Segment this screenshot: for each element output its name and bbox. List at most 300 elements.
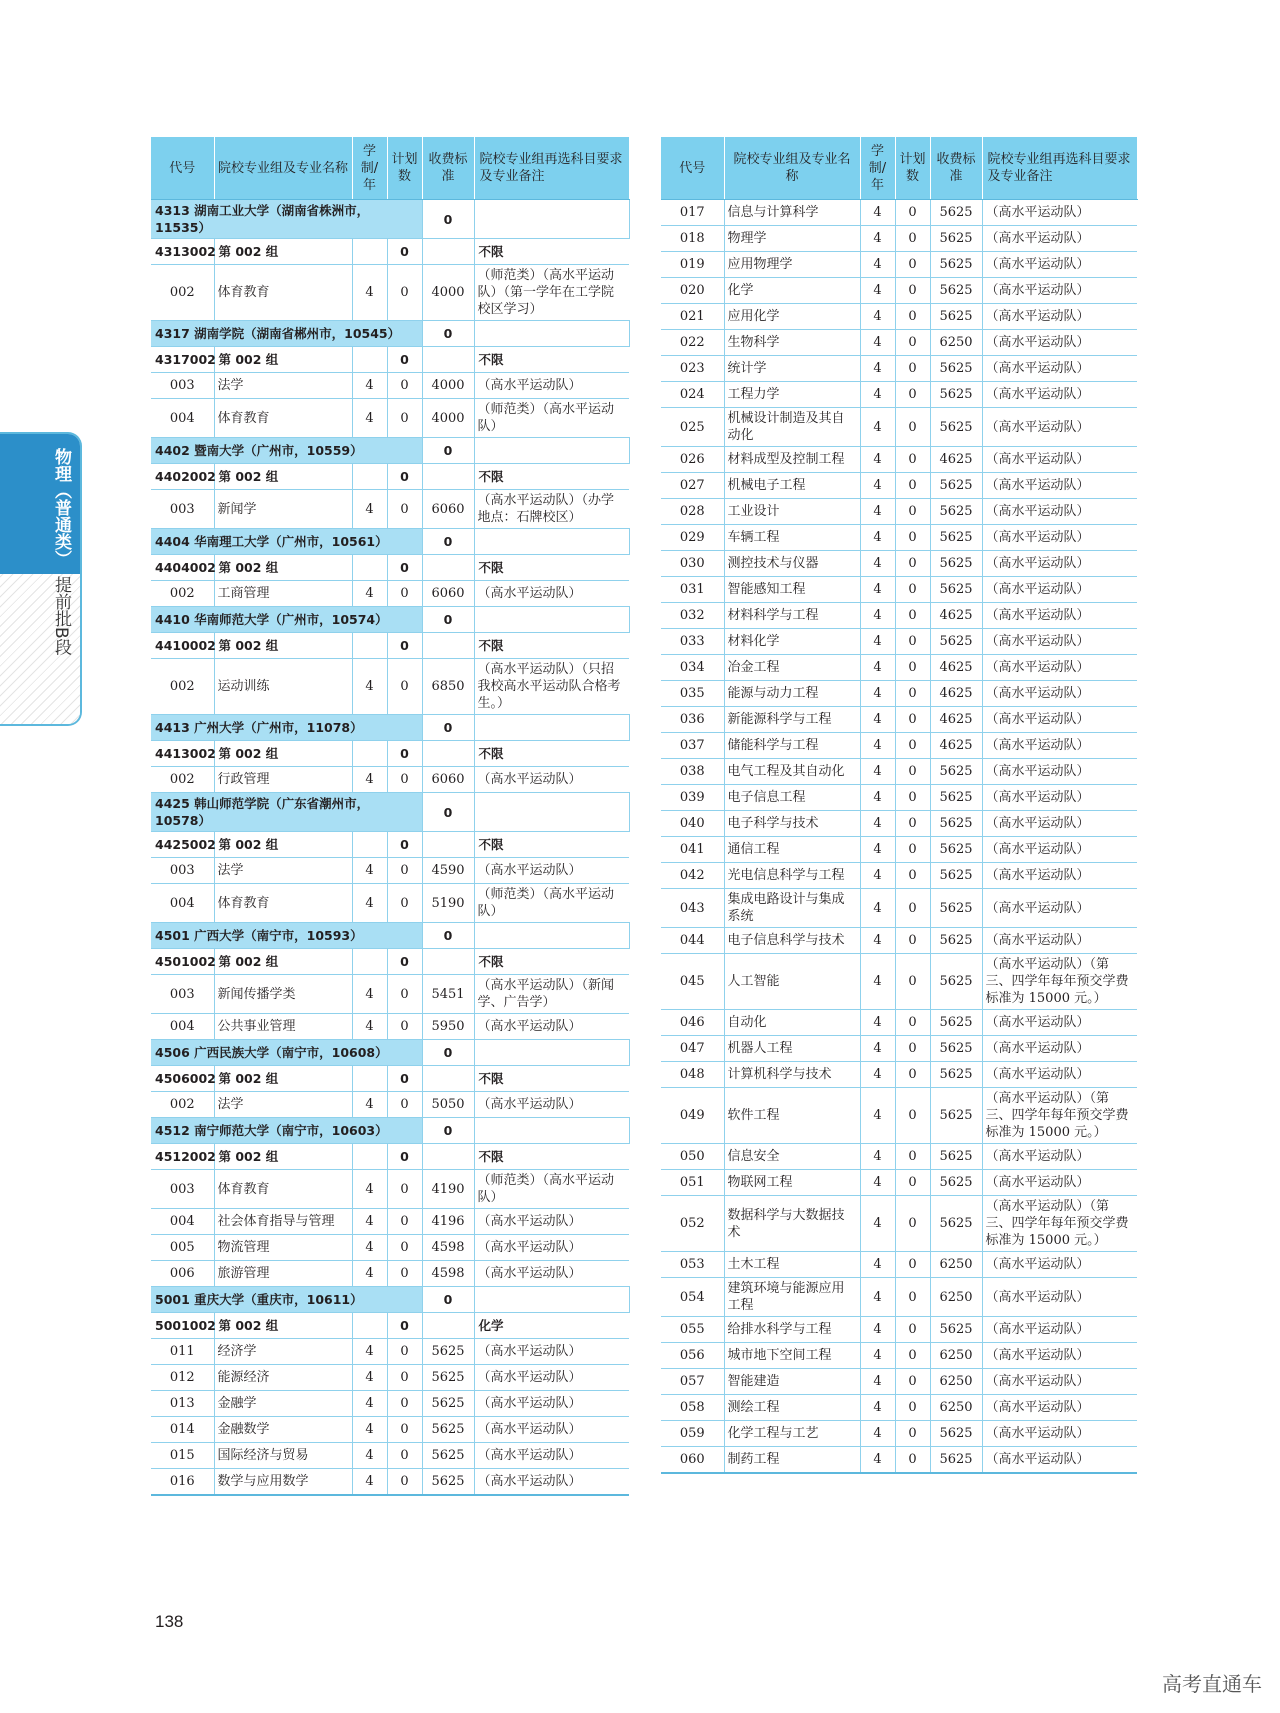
fee-cell: 4196 — [422, 1209, 474, 1235]
plan-count: 0 — [895, 1170, 930, 1196]
years-cell: 4 — [352, 1209, 387, 1235]
years-cell: 4 — [860, 304, 895, 330]
plan-count: 0 — [895, 1062, 930, 1088]
plan-count: 0 — [387, 832, 422, 858]
plan-count: 0 — [387, 555, 422, 581]
major-row — [661, 473, 1137, 499]
major-name: 国际经济与贸易 — [214, 1443, 352, 1469]
major-row — [151, 399, 629, 438]
fee-cell — [422, 347, 474, 373]
major-code: 044 — [661, 928, 724, 954]
major-code: 020 — [661, 278, 724, 304]
major-row — [661, 1395, 1137, 1421]
group-name: 第 002 组 — [214, 1144, 352, 1170]
major-name: 智能感知工程 — [724, 577, 860, 603]
years-cell: 4 — [352, 858, 387, 884]
years-cell — [352, 1066, 387, 1092]
major-row — [661, 330, 1137, 356]
years-cell: 4 — [352, 1170, 387, 1209]
years-cell: 4 — [352, 490, 387, 529]
major-name: 测控技术与仪器 — [724, 551, 860, 577]
header-notes: 院校专业组再选科目要求及专业备注 — [982, 137, 1137, 200]
years-cell: 4 — [352, 1261, 387, 1287]
note-cell: （高水平运动队） — [982, 928, 1137, 954]
note-cell: （高水平运动队） — [474, 1261, 629, 1287]
years-cell: 4 — [860, 889, 895, 928]
major-code: 043 — [661, 889, 724, 928]
group-name: 第 002 组 — [214, 555, 352, 581]
fee-cell — [474, 1040, 629, 1066]
note-cell: （高水平运动队） — [474, 1235, 629, 1261]
note-cell: （高水平运动队）（只招我校高水平运动队合格考生。） — [474, 659, 629, 715]
note-cell: （高水平运动队） — [982, 707, 1137, 733]
major-name: 新闻传播学类 — [214, 975, 352, 1014]
years-cell: 4 — [860, 577, 895, 603]
plan-count: 0 — [895, 304, 930, 330]
major-name: 集成电路设计与集成系统 — [724, 889, 860, 928]
major-row — [151, 659, 629, 715]
plan-count: 0 — [387, 373, 422, 399]
years-cell: 4 — [352, 884, 387, 923]
group-row — [151, 555, 629, 581]
major-code: 003 — [151, 975, 214, 1014]
major-name: 金融学 — [214, 1391, 352, 1417]
major-code: 004 — [151, 1014, 214, 1040]
years-cell: 4 — [860, 226, 895, 252]
major-row — [151, 1443, 629, 1469]
note-cell: （高水平运动队） — [982, 681, 1137, 707]
years-cell — [352, 741, 387, 767]
note-cell: （高水平运动队）（第三、四学年每年预交学费标准为 15000 元。） — [982, 1196, 1137, 1252]
years-cell: 4 — [860, 954, 895, 1010]
major-name: 物理学 — [724, 226, 860, 252]
note-cell: （高水平运动队） — [474, 1209, 629, 1235]
plan-count: 0 — [895, 473, 930, 499]
major-row — [151, 975, 629, 1014]
major-code: 003 — [151, 1170, 214, 1209]
major-code: 029 — [661, 525, 724, 551]
years-cell: 4 — [352, 975, 387, 1014]
university-row — [151, 321, 629, 347]
major-code: 047 — [661, 1036, 724, 1062]
major-name: 经济学 — [214, 1339, 352, 1365]
years-cell: 4 — [860, 408, 895, 447]
plan-count: 0 — [422, 715, 474, 741]
major-row — [661, 1369, 1137, 1395]
years-cell: 4 — [860, 655, 895, 681]
major-row — [661, 1088, 1137, 1144]
plan-count: 0 — [895, 525, 930, 551]
years-cell — [352, 832, 387, 858]
fee-cell: 5625 — [930, 1317, 982, 1343]
years-cell: 4 — [860, 1343, 895, 1369]
subject-requirement: 不限 — [474, 1144, 629, 1170]
major-code: 011 — [151, 1339, 214, 1365]
years-cell: 4 — [860, 1369, 895, 1395]
fee-cell — [422, 464, 474, 490]
fee-cell — [422, 1313, 474, 1339]
fee-cell: 5625 — [930, 499, 982, 525]
major-row — [661, 681, 1137, 707]
subject-requirement: 不限 — [474, 464, 629, 490]
plan-count: 0 — [895, 928, 930, 954]
plan-count: 0 — [422, 923, 474, 949]
university-name: 4512 南宁师范大学（南宁市，10603） — [151, 1118, 422, 1144]
header-notes: 院校专业组再选科目要求及专业备注 — [474, 137, 629, 200]
major-code: 034 — [661, 655, 724, 681]
university-name: 4313 湖南工业大学（湖南省株洲市，11535） — [151, 200, 422, 239]
plan-count: 0 — [895, 1395, 930, 1421]
note-cell: （高水平运动队）（办学地点：石牌校区） — [474, 490, 629, 529]
note-cell: （高水平运动队） — [474, 767, 629, 793]
note-cell: （高水平运动队） — [982, 226, 1137, 252]
plan-count: 0 — [895, 1421, 930, 1447]
plan-count: 0 — [895, 499, 930, 525]
university-name: 4404 华南理工大学（广州市，10561） — [151, 529, 422, 555]
fee-cell: 5625 — [930, 551, 982, 577]
major-name: 测绘工程 — [724, 1395, 860, 1421]
plan-count: 0 — [895, 759, 930, 785]
group-code: 4410002 — [151, 633, 214, 659]
group-code: 4317002 — [151, 347, 214, 373]
note-cell: （高水平运动队） — [982, 1252, 1137, 1278]
note-cell: （高水平运动队） — [982, 603, 1137, 629]
fee-cell: 5625 — [930, 629, 982, 655]
major-code: 004 — [151, 1209, 214, 1235]
plan-count: 0 — [387, 659, 422, 715]
major-row — [661, 733, 1137, 759]
plan-count: 0 — [895, 1088, 930, 1144]
major-code: 035 — [661, 681, 724, 707]
major-code: 015 — [151, 1443, 214, 1469]
major-name: 生物科学 — [724, 330, 860, 356]
fee-cell — [474, 923, 629, 949]
side-tab-category: 物理（普通类） — [51, 448, 71, 567]
major-code: 039 — [661, 785, 724, 811]
fee-cell: 5625 — [422, 1391, 474, 1417]
years-cell: 4 — [352, 373, 387, 399]
plan-count: 0 — [387, 265, 422, 321]
group-row — [151, 949, 629, 975]
note-cell: （高水平运动队） — [982, 1395, 1137, 1421]
major-name: 给排水科学与工程 — [724, 1317, 860, 1343]
group-row — [151, 633, 629, 659]
major-name: 建筑环境与能源应用工程 — [724, 1278, 860, 1317]
fee-cell: 5625 — [930, 200, 982, 226]
plan-count: 0 — [895, 1196, 930, 1252]
plan-count: 0 — [895, 1343, 930, 1369]
fee-cell: 5625 — [930, 1088, 982, 1144]
plan-count: 0 — [895, 1252, 930, 1278]
major-name: 社会体育指导与管理 — [214, 1209, 352, 1235]
plan-count: 0 — [895, 200, 930, 226]
major-name: 物流管理 — [214, 1235, 352, 1261]
fee-cell: 5625 — [930, 1170, 982, 1196]
subject-requirement: 不限 — [474, 949, 629, 975]
group-row — [151, 832, 629, 858]
major-code: 028 — [661, 499, 724, 525]
header-name: 院校专业组及专业名称 — [724, 137, 860, 200]
plan-count: 0 — [387, 1313, 422, 1339]
fee-cell — [422, 741, 474, 767]
years-cell: 4 — [860, 837, 895, 863]
fee-cell — [474, 793, 629, 832]
fee-cell — [422, 949, 474, 975]
major-row — [151, 581, 629, 607]
major-code: 049 — [661, 1088, 724, 1144]
plan-count: 0 — [387, 1170, 422, 1209]
major-code: 022 — [661, 330, 724, 356]
group-row — [151, 1066, 629, 1092]
fee-cell: 5625 — [930, 382, 982, 408]
years-cell: 4 — [860, 1088, 895, 1144]
note-cell: （高水平运动队） — [982, 1447, 1137, 1474]
major-code: 018 — [661, 226, 724, 252]
major-code: 004 — [151, 884, 214, 923]
major-code: 003 — [151, 490, 214, 529]
major-code: 052 — [661, 1196, 724, 1252]
admissions-table-right — [661, 137, 1138, 1474]
header-code: 代号 — [661, 137, 724, 200]
plan-count: 0 — [422, 1287, 474, 1313]
years-cell: 4 — [860, 551, 895, 577]
years-cell: 4 — [860, 733, 895, 759]
note-cell: （高水平运动队） — [982, 1369, 1137, 1395]
years-cell: 4 — [352, 1469, 387, 1496]
note-cell: （高水平运动队） — [474, 1365, 629, 1391]
fee-cell — [422, 1144, 474, 1170]
major-code: 055 — [661, 1317, 724, 1343]
header-years: 学制/年 — [860, 137, 895, 200]
plan-count: 0 — [387, 347, 422, 373]
plan-count: 0 — [387, 1443, 422, 1469]
fee-cell: 4625 — [930, 681, 982, 707]
plan-count: 0 — [895, 356, 930, 382]
years-cell: 4 — [860, 278, 895, 304]
major-code: 031 — [661, 577, 724, 603]
note-cell: （高水平运动队）（第三、四学年每年预交学费标准为 15000 元。） — [982, 1088, 1137, 1144]
major-name: 旅游管理 — [214, 1261, 352, 1287]
fee-cell: 6850 — [422, 659, 474, 715]
plan-count: 0 — [895, 629, 930, 655]
major-row — [661, 1010, 1137, 1036]
note-cell: （师范类）（高水平运动队） — [474, 399, 629, 438]
major-code: 030 — [661, 551, 724, 577]
years-cell: 4 — [860, 1010, 895, 1036]
years-cell: 4 — [352, 1391, 387, 1417]
major-name: 光电信息科学与工程 — [724, 863, 860, 889]
major-row — [661, 1343, 1137, 1369]
fee-cell: 4625 — [930, 733, 982, 759]
major-name: 新闻学 — [214, 490, 352, 529]
subject-requirement: 不限 — [474, 1066, 629, 1092]
note-cell: （高水平运动队） — [982, 1036, 1137, 1062]
major-row — [661, 1170, 1137, 1196]
side-tab — [0, 432, 82, 726]
major-row — [661, 928, 1137, 954]
group-name: 第 002 组 — [214, 464, 352, 490]
plan-count: 0 — [895, 603, 930, 629]
years-cell: 4 — [860, 200, 895, 226]
fee-cell — [474, 321, 629, 347]
plan-count: 0 — [895, 707, 930, 733]
note-cell: （高水平运动队） — [982, 525, 1137, 551]
major-name: 材料化学 — [724, 629, 860, 655]
fee-cell: 6060 — [422, 490, 474, 529]
major-row — [661, 278, 1137, 304]
major-code: 038 — [661, 759, 724, 785]
group-name: 第 002 组 — [214, 239, 352, 265]
years-cell: 4 — [860, 863, 895, 889]
fee-cell: 4000 — [422, 373, 474, 399]
fee-cell — [422, 832, 474, 858]
years-cell: 4 — [352, 581, 387, 607]
major-row — [151, 1170, 629, 1209]
major-name: 机械电子工程 — [724, 473, 860, 499]
fee-cell: 5050 — [422, 1092, 474, 1118]
major-row — [661, 304, 1137, 330]
plan-count: 0 — [895, 408, 930, 447]
years-cell: 4 — [860, 473, 895, 499]
note-cell: （高水平运动队） — [982, 304, 1137, 330]
major-code: 026 — [661, 447, 724, 473]
major-name: 新能源科学与工程 — [724, 707, 860, 733]
note-cell: （高水平运动队） — [982, 473, 1137, 499]
plan-count: 0 — [895, 681, 930, 707]
major-code: 060 — [661, 1447, 724, 1474]
major-row — [661, 707, 1137, 733]
major-code: 051 — [661, 1170, 724, 1196]
fee-cell — [422, 555, 474, 581]
major-name: 计算机科学与技术 — [724, 1062, 860, 1088]
note-cell: （高水平运动队）（新闻学、广告学） — [474, 975, 629, 1014]
major-row — [151, 767, 629, 793]
plan-count: 0 — [387, 399, 422, 438]
major-row — [151, 1391, 629, 1417]
years-cell — [352, 1313, 387, 1339]
major-name: 体育教育 — [214, 265, 352, 321]
fee-cell: 5451 — [422, 975, 474, 1014]
fee-cell: 4625 — [930, 447, 982, 473]
group-row — [151, 1144, 629, 1170]
fee-cell: 4590 — [422, 858, 474, 884]
note-cell: （高水平运动队）（第三、四学年每年预交学费标准为 15000 元。） — [982, 954, 1137, 1010]
major-name: 数据科学与大数据技术 — [724, 1196, 860, 1252]
plan-count: 0 — [387, 490, 422, 529]
note-cell: （高水平运动队） — [474, 1391, 629, 1417]
major-row — [661, 837, 1137, 863]
note-cell: （高水平运动队） — [982, 551, 1137, 577]
years-cell: 4 — [860, 252, 895, 278]
group-code: 4413002 — [151, 741, 214, 767]
major-row — [661, 382, 1137, 408]
major-code: 048 — [661, 1062, 724, 1088]
fee-cell: 5625 — [930, 889, 982, 928]
note-cell: （高水平运动队） — [982, 837, 1137, 863]
major-row — [661, 252, 1137, 278]
major-row — [661, 889, 1137, 928]
years-cell: 4 — [860, 356, 895, 382]
note-cell: （高水平运动队） — [982, 278, 1137, 304]
group-row — [151, 239, 629, 265]
years-cell: 4 — [860, 759, 895, 785]
plan-count: 0 — [387, 464, 422, 490]
plan-count: 0 — [895, 330, 930, 356]
major-name: 体育教育 — [214, 1170, 352, 1209]
plan-count: 0 — [422, 529, 474, 555]
plan-count: 0 — [387, 858, 422, 884]
fee-cell — [474, 715, 629, 741]
note-cell: （高水平运动队） — [474, 1092, 629, 1118]
university-name: 4402 暨南大学（广州市，10559） — [151, 438, 422, 464]
major-code: 024 — [661, 382, 724, 408]
major-row — [661, 1252, 1137, 1278]
fee-cell — [474, 1118, 629, 1144]
years-cell: 4 — [860, 330, 895, 356]
plan-count: 0 — [387, 1261, 422, 1287]
major-name: 土木工程 — [724, 1252, 860, 1278]
note-cell: （高水平运动队） — [982, 655, 1137, 681]
major-row — [151, 1365, 629, 1391]
university-name: 4425 韩山师范学院（广东省潮州市，10578） — [151, 793, 422, 832]
fee-cell: 5625 — [422, 1417, 474, 1443]
subject-requirement: 不限 — [474, 832, 629, 858]
fee-cell: 5625 — [930, 837, 982, 863]
major-code: 021 — [661, 304, 724, 330]
years-cell: 4 — [352, 1443, 387, 1469]
fee-cell: 5625 — [930, 577, 982, 603]
major-row — [661, 811, 1137, 837]
major-row — [661, 1144, 1137, 1170]
plan-count: 0 — [387, 1391, 422, 1417]
plan-count: 0 — [895, 226, 930, 252]
major-row — [661, 200, 1137, 226]
fee-cell: 5625 — [930, 473, 982, 499]
major-name: 冶金工程 — [724, 655, 860, 681]
subject-requirement: 不限 — [474, 239, 629, 265]
subject-requirement: 不限 — [474, 741, 629, 767]
note-cell: （高水平运动队） — [982, 499, 1137, 525]
major-name: 电子科学与技术 — [724, 811, 860, 837]
major-name: 人工智能 — [724, 954, 860, 1010]
plan-count: 0 — [895, 1144, 930, 1170]
major-row — [661, 629, 1137, 655]
plan-count: 0 — [387, 1365, 422, 1391]
major-name: 材料科学与工程 — [724, 603, 860, 629]
major-code: 036 — [661, 707, 724, 733]
plan-count: 0 — [387, 1469, 422, 1496]
note-cell: （高水平运动队） — [982, 1144, 1137, 1170]
plan-count: 0 — [895, 655, 930, 681]
group-name: 第 002 组 — [214, 633, 352, 659]
major-row — [661, 1278, 1137, 1317]
fee-cell: 4625 — [930, 603, 982, 629]
years-cell: 4 — [860, 681, 895, 707]
group-name: 第 002 组 — [214, 1313, 352, 1339]
plan-count: 0 — [387, 884, 422, 923]
years-cell: 4 — [352, 767, 387, 793]
major-code: 005 — [151, 1235, 214, 1261]
fee-cell: 5625 — [930, 1010, 982, 1036]
fee-cell: 4625 — [930, 707, 982, 733]
major-code: 016 — [151, 1469, 214, 1496]
header-fee: 收费标准 — [930, 137, 982, 200]
note-cell: （高水平运动队） — [982, 889, 1137, 928]
major-code: 053 — [661, 1252, 724, 1278]
years-cell: 4 — [860, 1447, 895, 1474]
group-code: 4313002 — [151, 239, 214, 265]
header-name: 院校专业组及专业名称 — [214, 137, 352, 200]
